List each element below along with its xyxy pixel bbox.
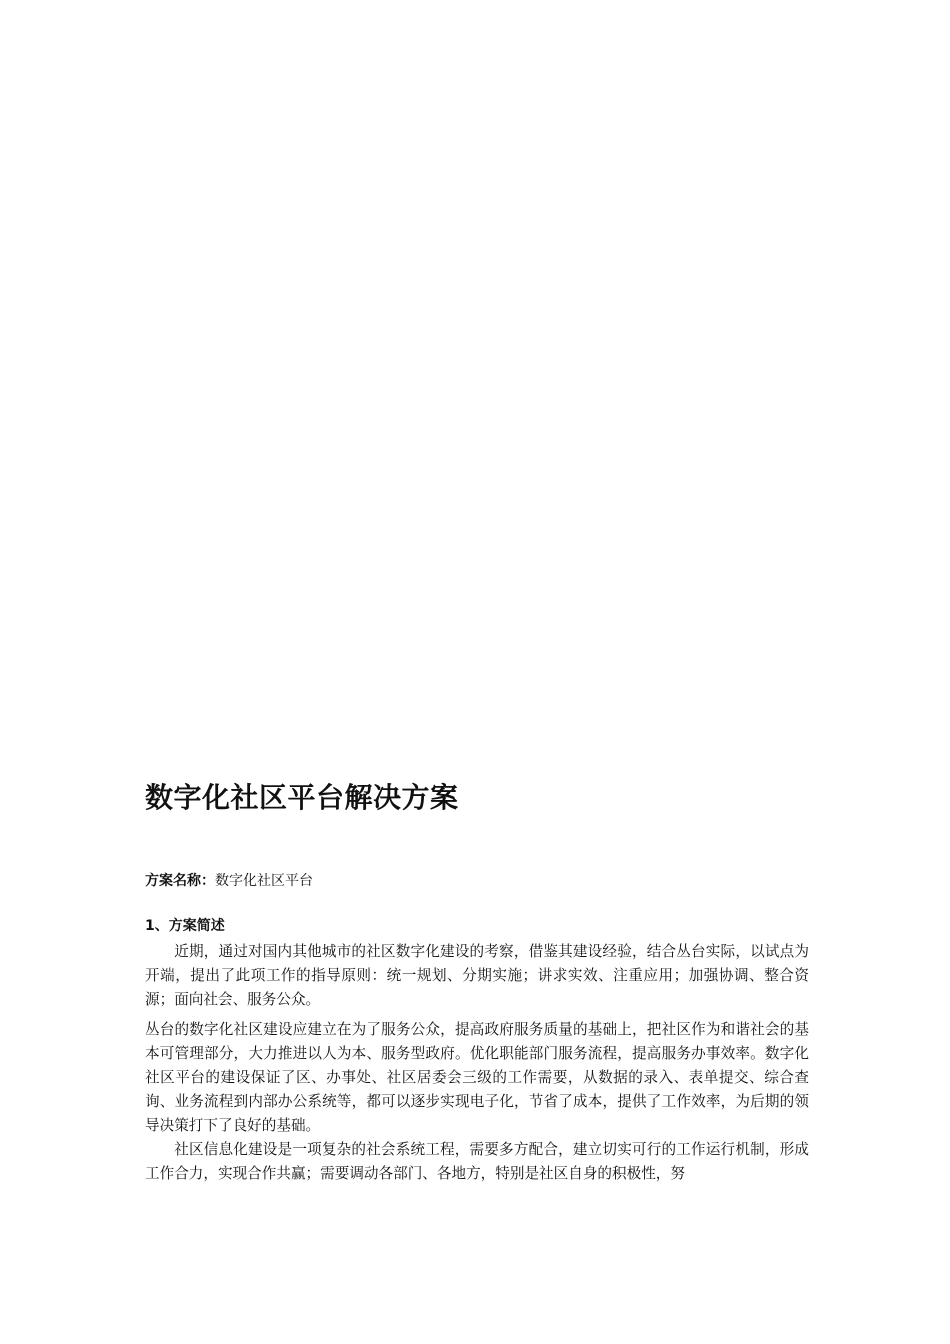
scheme-name-value: 数字化社区平台 <box>215 873 313 889</box>
document-body <box>145 778 809 1186</box>
paragraph: 丛台的数字化社区建设应建立在为了服务公众，提高政府服务质量的基础上，把社区作为和谐社会的基本可管理部分，大力推进以人为本、服务型政府。优化职能部门服务流程，提高服务办事效率。数字化社区平台的建设保证了区、办事处、社区居委会三级的工作需要，从数据的录入、表单提交、综合查询、业务流程到内部办公系统等，都可以逐步实现电子化，节省了成本，提供了工作效率，为后期的领导决策打下了良好的基础。 <box>145 1021 809 1134</box>
scheme-name-label: 方案名称： <box>145 873 215 889</box>
document-title: 数字化社区平台解决方案 <box>145 781 459 814</box>
paragraph: 社区信息化建设是一项复杂的社会系统工程，需要多方配合，建立切实可行的工作运行机制，形成工作合力，实现合作共赢；需要调动各部门、各地方，特别是社区自身的积极性，努 <box>145 1141 809 1183</box>
scheme-name-line <box>145 871 809 891</box>
paragraph: 近期，通过对国内其他城市的社区数字化建设的考察，借鉴其建设经验，结合丛台实际，以试点为开端，提出了此项工作的指导原则：统一规划、分期实施；讲求实效、注重应用；加强协调、整合资源；面向社会、服务公众。 <box>145 943 809 1008</box>
section-heading: 1、方案简述 <box>145 918 225 934</box>
